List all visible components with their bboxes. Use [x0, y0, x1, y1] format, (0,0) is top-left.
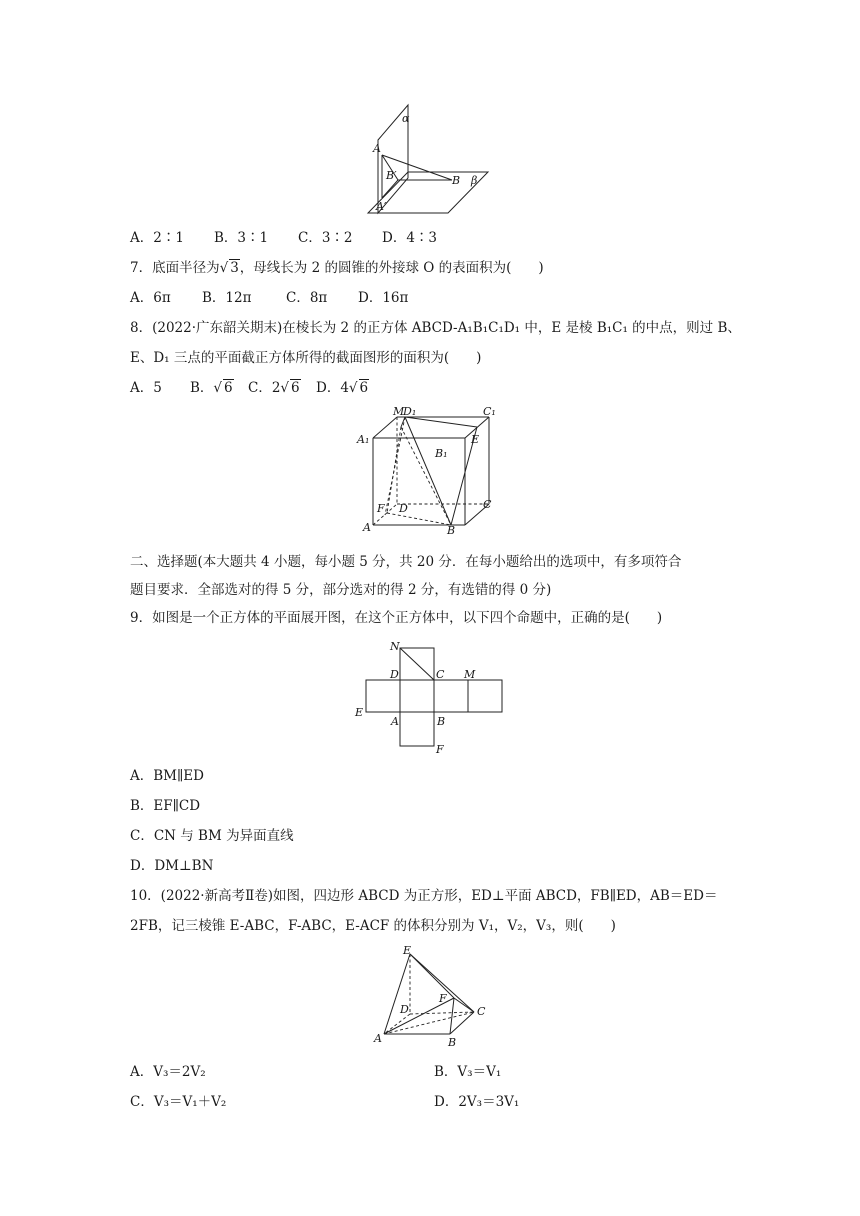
label-A: A [363, 521, 371, 534]
label-beta: β [471, 174, 478, 187]
label-M: M [464, 668, 476, 681]
q10-option-c[interactable]: C．V₃＝V₁＋V₂ [130, 1094, 227, 1110]
q7-stem: 7．底面半径为√ 3，母线长为 2 的圆锥的外接球 O 的表面积为( ) [130, 260, 544, 276]
q7-stem-pre: 7．底面半径为 [130, 260, 220, 276]
section2-line2: 题目要求．全部选对的得 5 分，部分选对的得 2 分，有选错的得 0 分) [130, 582, 552, 598]
label-E: E [355, 706, 364, 719]
label-B: B [448, 1036, 457, 1049]
q8-option-b[interactable]: B．√ 6 [190, 380, 233, 396]
label-A: A [373, 142, 381, 155]
q7-option-c[interactable]: C．8π [286, 290, 328, 306]
q9-option-b[interactable]: B．EF∥CD [130, 798, 201, 814]
q7-stem-post: ，母线长为 2 的圆锥的外接球 O 的表面积为( ) [239, 260, 544, 276]
label-M: M [393, 405, 405, 418]
q9-option-c[interactable]: C．CN 与 BM 为异面直线 [130, 828, 294, 844]
q7-option-b[interactable]: B．12π [202, 290, 252, 306]
label-A: A [391, 715, 399, 728]
q10-option-b[interactable]: B．V₃＝V₁ [434, 1064, 502, 1080]
q8-option-a[interactable]: A．5 [130, 380, 162, 396]
q9-option-d[interactable]: D．DM⊥BN [130, 858, 214, 874]
label-B: B [447, 524, 456, 535]
q9-stem: 9．如图是一个正方体的平面展开图，在这个正方体中，以下四个命题中，正确的是( ) [130, 610, 663, 626]
label-D1: D₁ [403, 405, 417, 418]
label-D: D [400, 1003, 409, 1016]
label-E: E [471, 433, 480, 446]
label-alpha: α [402, 112, 410, 125]
q6-option-c[interactable]: C．3∶2 [298, 230, 353, 246]
q8-options [130, 378, 369, 398]
q7-option-a[interactable]: A．6π [130, 290, 171, 306]
q6-option-d[interactable]: D．4∶3 [382, 230, 438, 246]
label-F: F [439, 992, 447, 1005]
q8-stem-line1: 8．(2022·广东韶关期末)在棱长为 2 的正方体 ABCD-A₁B₁C₁D₁ 中，E 是棱 B₁C₁ 的中点，则过 B、 [130, 320, 741, 336]
label-C: C [483, 498, 492, 511]
q7-options [130, 288, 408, 308]
q6-options [130, 228, 437, 248]
q10-stem-line2: 2FB，记三棱锥 E-ABC，F-ABC，E-ACF 的体积分别为 V₁，V₂，V₃，则( ) [130, 918, 616, 934]
figure-pyramid [368, 942, 498, 1052]
q8-stem-line2: E、D₁ 三点的平面截正方体所得的截面图形的面积为( ) [130, 350, 482, 366]
label-A1: A₁ [357, 433, 370, 446]
q7-option-d[interactable]: D．16π [358, 290, 409, 306]
label-B: B [452, 174, 461, 187]
label-C: C [436, 668, 445, 681]
q7-sqrt: 3 [230, 260, 239, 276]
label-F: F [377, 502, 385, 515]
label-D: D [399, 502, 408, 515]
label-D: D [390, 668, 399, 681]
label-A-prime: A′ [376, 200, 387, 213]
section2-line1: 二、选择题(本大题共 4 小题，每小题 5 分，共 20 分．在每小题给出的选项中，有多项符合 [130, 554, 682, 570]
label-C1: C₁ [483, 405, 496, 418]
figure-planes-alpha-beta [360, 100, 500, 220]
q6-option-b[interactable]: B．3∶1 [214, 230, 269, 246]
q9-option-a[interactable]: A．BM∥ED [130, 768, 204, 784]
q8-option-d[interactable]: D．4√ 6 [316, 380, 369, 396]
label-B1: B₁ [435, 447, 448, 460]
label-N: N [390, 640, 400, 653]
label-F: F [436, 743, 444, 756]
q8-option-c[interactable]: C．2√ 6 [248, 380, 300, 396]
figure-cube-net [350, 638, 510, 756]
figure-cube-section [355, 405, 515, 535]
q10-option-a[interactable]: A．V₃＝2V₂ [130, 1064, 206, 1080]
label-A: A [374, 1032, 382, 1045]
label-B: B [437, 715, 446, 728]
label-E: E [403, 944, 412, 957]
q10-stem-line1: 10．(2022·新高考Ⅱ卷)如图，四边形 ABCD 为正方形，ED⊥平面 ABCD，FB∥ED，AB＝ED＝ [130, 888, 718, 904]
label-C: C [477, 1005, 486, 1018]
label-B-prime: B′ [386, 169, 397, 182]
q6-option-a[interactable]: A．2∶1 [130, 230, 184, 246]
q10-option-d[interactable]: D．2V₃＝3V₁ [434, 1094, 520, 1110]
